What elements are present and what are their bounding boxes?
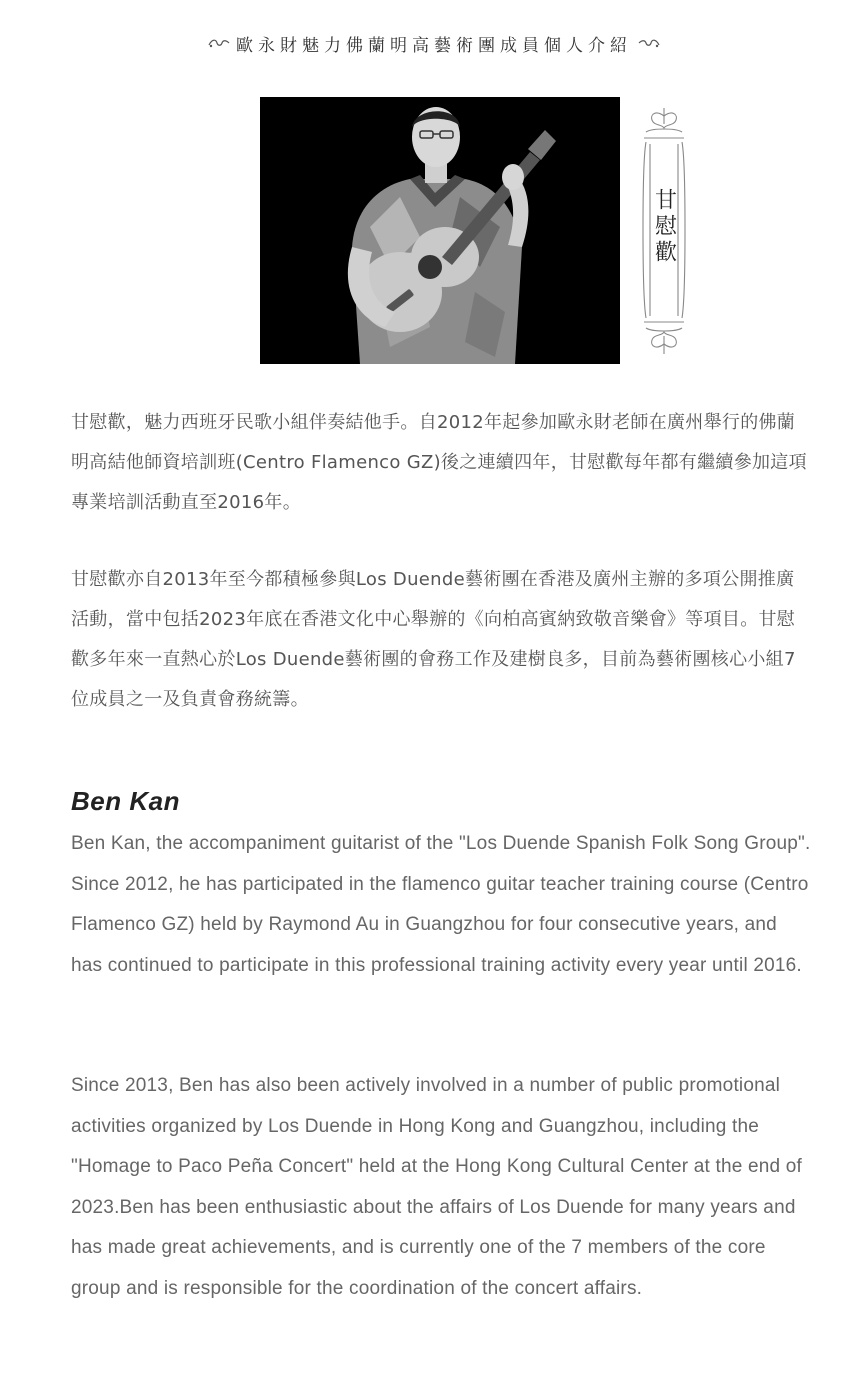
page-header [0,28,868,58]
english-bio-paragraph-1: Ben Kan, the accompaniment guitarist of the "Los Duende Spanish Folk Song Group". Since 2012, he has participated in the flamenco guitar teacher training course (Centro Flamenco GZ) held by Raymond Au in Guangzhou for four consecutive years, and has continued to participate in this professional training activity every year until 2016. [71,833,811,976]
swirl-ornament-icon [638,37,660,49]
guitarist-illustration [260,97,620,364]
page-title: 歐永財魅力佛蘭明高藝術團成員個人介紹 [236,35,632,56]
name-frame [638,104,690,356]
chinese-bio-paragraph-2: 甘慰歡亦自2013年至今都積極參與Los Duende藝術團在香港及廣州主辦的多項公開推廣活動，當中包括2023年底在香港文化中心舉辦的《向柏高賓納致敬音樂會》等項目。甘慰歡多年來一直熱心於Los Duende藝術團的會務工作及建樹良多，目前為藝術團核心小組7位成員之一及負責會務統籌。 [71,569,796,710]
name-chinese-vertical: 甘慰歡 [651,188,677,266]
swirl-ornament-icon [208,37,230,49]
guitarist-portrait [260,97,620,364]
english-bio-paragraph-2: Since 2013, Ben has also been actively involved in a number of public promotional activities organized by Los Duende in Hong Kong and Guangzhou, including the "Homage to Paco Peña Concert" held at the Hong Kong Cultural Center at the end of 2023.Ben has been enthusiastic about the affairs of Los Duende for many years and has made great achievements, and is currently one of the 7 members of the core group and is responsible for the coordination of the concert affairs. [71,1075,803,1299]
english-name-heading: Ben Kan [71,786,180,816]
chinese-bio-paragraph-1: 甘慰歡，魅力西班牙民歌小組伴奏結他手。自2012年起參加歐永財老師在廣州舉行的佛蘭明高結他師資培訓班(Centro Flamenco GZ)後之連續四年，甘慰歡每年都有繼續參加這項專業培訓活動直至2016年。 [71,412,807,513]
